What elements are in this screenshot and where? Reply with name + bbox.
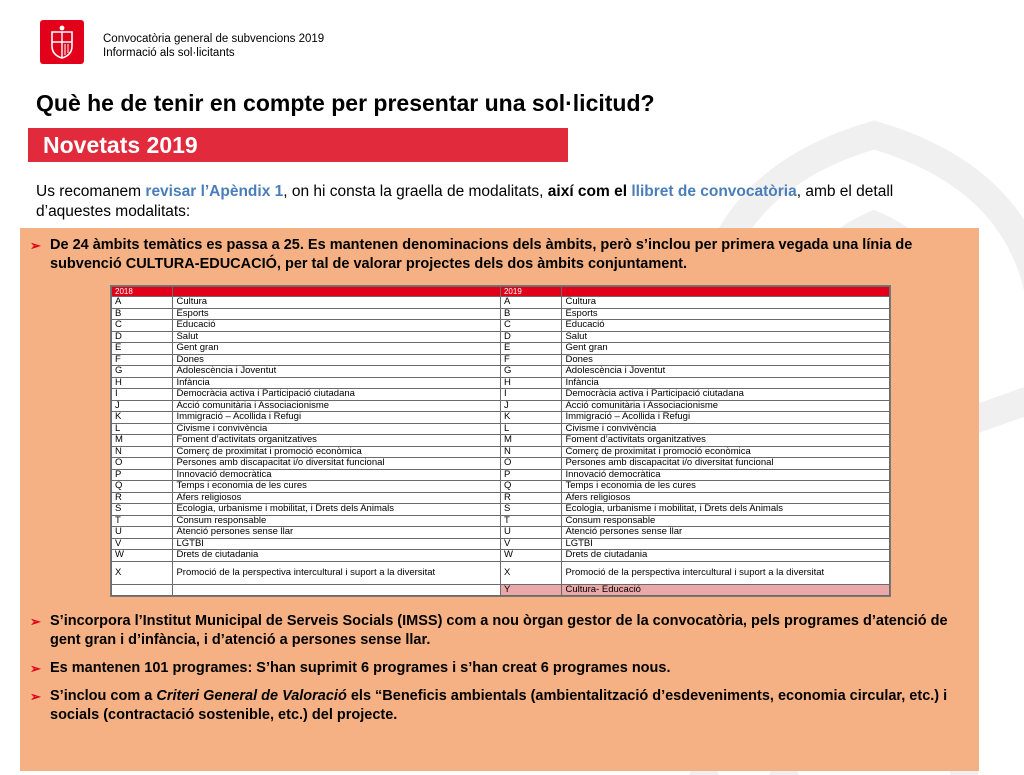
header-2019: 2019 xyxy=(500,287,561,297)
cell-code-2018: C xyxy=(112,320,173,332)
table-row xyxy=(112,458,890,470)
cell-code-2018: P xyxy=(112,469,173,481)
table-row xyxy=(112,423,890,435)
cell-code-2018: T xyxy=(112,515,173,527)
table-row xyxy=(112,538,890,550)
cell-code-2019: N xyxy=(500,446,561,458)
cell-code-2019: Y xyxy=(500,584,561,596)
cell-code-2019: D xyxy=(500,331,561,343)
table-row xyxy=(112,308,890,320)
table-row xyxy=(112,366,890,378)
page-title: Què he de tenir en compte per presentar una sol·licitud? xyxy=(36,90,655,116)
cell-name-2018: Civisme i convivència xyxy=(173,423,501,435)
table-row xyxy=(112,504,890,516)
bullet4-emphasis: Criteri General de Valoració xyxy=(156,688,347,704)
cell-code-2019: K xyxy=(500,412,561,424)
cell-name-2019: Ecologia, urbanisme i mobilitat, i Drets dels Animals xyxy=(562,504,890,516)
table-row xyxy=(112,550,890,562)
cell-name-2018: Adolescència i Joventut xyxy=(173,366,501,378)
cell-code-2019: F xyxy=(500,354,561,366)
bullet-arrow-icon: ➢ xyxy=(30,614,41,629)
header-line-1: Convocatòria general de subvencions 2019 xyxy=(103,33,325,45)
cell-name-2019: Temps i economia de les cures xyxy=(562,481,890,493)
cell-code-2018: H xyxy=(112,377,173,389)
table-row xyxy=(112,446,890,458)
cell-name-2018 xyxy=(173,584,501,596)
bullet-arrow-icon: ➢ xyxy=(30,661,41,676)
intro-text-2: , on hi consta la graella de modalitats, xyxy=(283,183,548,200)
cell-code-2018: F xyxy=(112,354,173,366)
cell-code-2018: I xyxy=(112,389,173,401)
cell-name-2018: Dones xyxy=(173,354,501,366)
cell-name-2019: Foment d’activitats organitzatives xyxy=(562,435,890,447)
cell-code-2019: B xyxy=(500,308,561,320)
cell-name-2019: Civisme i convivència xyxy=(562,423,890,435)
cell-name-2018: Drets de ciutadania xyxy=(173,550,501,562)
cell-code-2019: M xyxy=(500,435,561,447)
cell-code-2019: L xyxy=(500,423,561,435)
barcelona-shield-icon xyxy=(40,20,84,64)
cell-code-2018 xyxy=(112,584,173,596)
cell-name-2019: Persones amb discapacitat i/o diversitat funcional xyxy=(562,458,890,470)
table-row xyxy=(112,435,890,447)
cell-name-2018: Innovació democràtica xyxy=(173,469,501,481)
cell-code-2018: O xyxy=(112,458,173,470)
cell-name-2019: Infància xyxy=(562,377,890,389)
cell-name-2019: Consum responsable xyxy=(562,515,890,527)
cell-name-2019: Educació xyxy=(562,320,890,332)
cell-name-2018: Salut xyxy=(173,331,501,343)
bullet-arrow-icon: ➢ xyxy=(30,689,41,704)
table-row xyxy=(112,527,890,539)
bullet-arrow-icon: ➢ xyxy=(30,238,41,253)
cell-name-2019: Democràcia activa i Participació ciutadana xyxy=(562,389,890,401)
cell-code-2019: T xyxy=(500,515,561,527)
cell-code-2018: X xyxy=(112,561,173,584)
cell-code-2018: Q xyxy=(112,481,173,493)
cell-code-2018: S xyxy=(112,504,173,516)
table-row xyxy=(112,412,890,424)
cell-code-2018: D xyxy=(112,331,173,343)
table-row xyxy=(112,469,890,481)
cell-name-2018: Gent gran xyxy=(173,343,501,355)
bullet-text: De 24 àmbits temàtics es passa a 25. Es mantenen denominacions dels àmbits, però s’inclou per primera vegada una línia de subvenció CULTURA-EDUCACIÓ, per tal de valorar projectes dels dos àmbits conjuntament. xyxy=(50,237,913,272)
cell-name-2019: Drets de ciutadania xyxy=(562,550,890,562)
cell-name-2018: Consum responsable xyxy=(173,515,501,527)
cell-name-2018: Temps i economia de les cures xyxy=(173,481,501,493)
cell-name-2018: Afers religiosos xyxy=(173,492,501,504)
cell-name-2018: Infància xyxy=(173,377,501,389)
intro-text-4: , amb el detall d’aquestes modalitats: xyxy=(36,183,894,220)
cell-name-2018: Democràcia activa i Participació ciutadana xyxy=(173,389,501,401)
cell-name-2019: Esports xyxy=(562,308,890,320)
table-row xyxy=(112,481,890,493)
table-row xyxy=(112,492,890,504)
cell-code-2018: E xyxy=(112,343,173,355)
cell-code-2018: N xyxy=(112,446,173,458)
cell-code-2018: K xyxy=(112,412,173,424)
cell-code-2019: S xyxy=(500,504,561,516)
bullet-item xyxy=(30,659,960,678)
cell-code-2019: Q xyxy=(500,481,561,493)
cell-code-2018: G xyxy=(112,366,173,378)
cell-name-2018: Persones amb discapacitat i/o diversitat funcional xyxy=(173,458,501,470)
cell-name-2018: Acció comunitària i Associacionisme xyxy=(173,400,501,412)
cell-name-2019: Afers religiosos xyxy=(562,492,890,504)
bullet4-part-b: els “Beneficis ambientals (ambientalització d’esdeveniments, economia circular, etc.) i socials (contractació sostenible, etc.) del projecte. xyxy=(50,688,948,723)
bullet4-part-a: S’inclou com a xyxy=(50,688,157,704)
cell-code-2018: W xyxy=(112,550,173,562)
table-row xyxy=(112,297,890,309)
cell-code-2019: I xyxy=(500,389,561,401)
cell-name-2019: Gent gran xyxy=(562,343,890,355)
cell-name-2019: Comerç de proximitat i promoció econòmica xyxy=(562,446,890,458)
header-blank-left xyxy=(173,287,501,297)
cell-code-2018: L xyxy=(112,423,173,435)
table-row xyxy=(112,343,890,355)
header-text xyxy=(103,32,324,60)
cell-code-2019: V xyxy=(500,538,561,550)
cell-name-2019: Cultura xyxy=(562,297,890,309)
table-header-row xyxy=(112,287,890,297)
intro-bold: així com el xyxy=(547,183,628,200)
cell-name-2019: Dones xyxy=(562,354,890,366)
header-line-2: Informació als sol·licitants xyxy=(103,47,235,59)
cell-name-2019: Promoció de la perspectiva intercultural i suport a la diversitat xyxy=(562,561,890,584)
cell-name-2019: Acció comunitària i Associacionisme xyxy=(562,400,890,412)
bullet-text: Es mantenen 101 programes: S’han suprimit 6 programes i s’han creat 6 programes nous. xyxy=(50,660,671,676)
cell-name-2019: Adolescència i Joventut xyxy=(562,366,890,378)
cell-name-2019: LGTBI xyxy=(562,538,890,550)
cell-code-2019: W xyxy=(500,550,561,562)
bullet-text: S’incorpora l’Institut Municipal de Serveis Socials (IMSS) com a nou òrgan gestor de la convocatòria, pels programes d’atenció de gent gran i d’infància, i d’atenció a persones sense llar. xyxy=(50,613,948,648)
barcelona-logo xyxy=(40,20,84,64)
cell-name-2018: Educació xyxy=(173,320,501,332)
cell-code-2018: J xyxy=(112,400,173,412)
table-row xyxy=(112,515,890,527)
cell-code-2019: J xyxy=(500,400,561,412)
cell-code-2018: M xyxy=(112,435,173,447)
cell-name-2018: Immigració – Acollida i Refugi xyxy=(173,412,501,424)
header-2018: 2018 xyxy=(112,287,173,297)
cell-name-2018: Atenció persones sense llar xyxy=(173,527,501,539)
cell-code-2019: U xyxy=(500,527,561,539)
cell-name-2018: Cultura xyxy=(173,297,501,309)
table-row xyxy=(112,320,890,332)
bullet-item xyxy=(30,687,960,725)
table-row xyxy=(112,584,890,596)
booklet-link[interactable]: llibret de convocatòria xyxy=(631,183,797,200)
cell-code-2019: H xyxy=(500,377,561,389)
bullet-item xyxy=(30,612,960,650)
cell-name-2018: LGTBI xyxy=(173,538,501,550)
bullet-text xyxy=(30,687,960,725)
cell-code-2018: R xyxy=(112,492,173,504)
modalities-table xyxy=(110,285,891,597)
cell-name-2018: Promoció de la perspectiva intercultural i suport a la diversitat xyxy=(173,561,501,584)
cell-code-2018: U xyxy=(112,527,173,539)
cell-name-2019: Salut xyxy=(562,331,890,343)
cell-name-2019: Atenció persones sense llar xyxy=(562,527,890,539)
cell-code-2019: P xyxy=(500,469,561,481)
cell-code-2019: A xyxy=(500,297,561,309)
table-row xyxy=(112,331,890,343)
cell-name-2018: Foment d’activitats organitzatives xyxy=(173,435,501,447)
appendix-link[interactable]: revisar l’Apèndix 1 xyxy=(145,183,284,200)
cell-code-2019: O xyxy=(500,458,561,470)
table-row xyxy=(112,561,890,584)
table-row xyxy=(112,354,890,366)
cell-code-2019: R xyxy=(500,492,561,504)
intro-paragraph xyxy=(36,182,966,222)
cell-name-2018: Comerç de proximitat i promoció econòmica xyxy=(173,446,501,458)
header-blank-right xyxy=(562,287,890,297)
cell-code-2019: C xyxy=(500,320,561,332)
table-row xyxy=(112,377,890,389)
cell-name-2019: Immigració – Acollida i Refugi xyxy=(562,412,890,424)
cell-name-2018: Esports xyxy=(173,308,501,320)
bullet-item xyxy=(30,236,960,274)
table-row xyxy=(112,389,890,401)
table-row xyxy=(112,400,890,412)
cell-name-2018: Ecologia, urbanisme i mobilitat, i Drets dels Animals xyxy=(173,504,501,516)
cell-name-2019: Innovació democràtica xyxy=(562,469,890,481)
cell-name-2019: Cultura- Educació xyxy=(562,584,890,596)
cell-code-2018: A xyxy=(112,297,173,309)
cell-code-2018: V xyxy=(112,538,173,550)
cell-code-2018: B xyxy=(112,308,173,320)
cell-code-2019: E xyxy=(500,343,561,355)
section-banner: Novetats 2019 xyxy=(28,128,568,162)
cell-code-2019: X xyxy=(500,561,561,584)
cell-code-2019: G xyxy=(500,366,561,378)
intro-text-1: Us recomanem xyxy=(36,183,146,200)
